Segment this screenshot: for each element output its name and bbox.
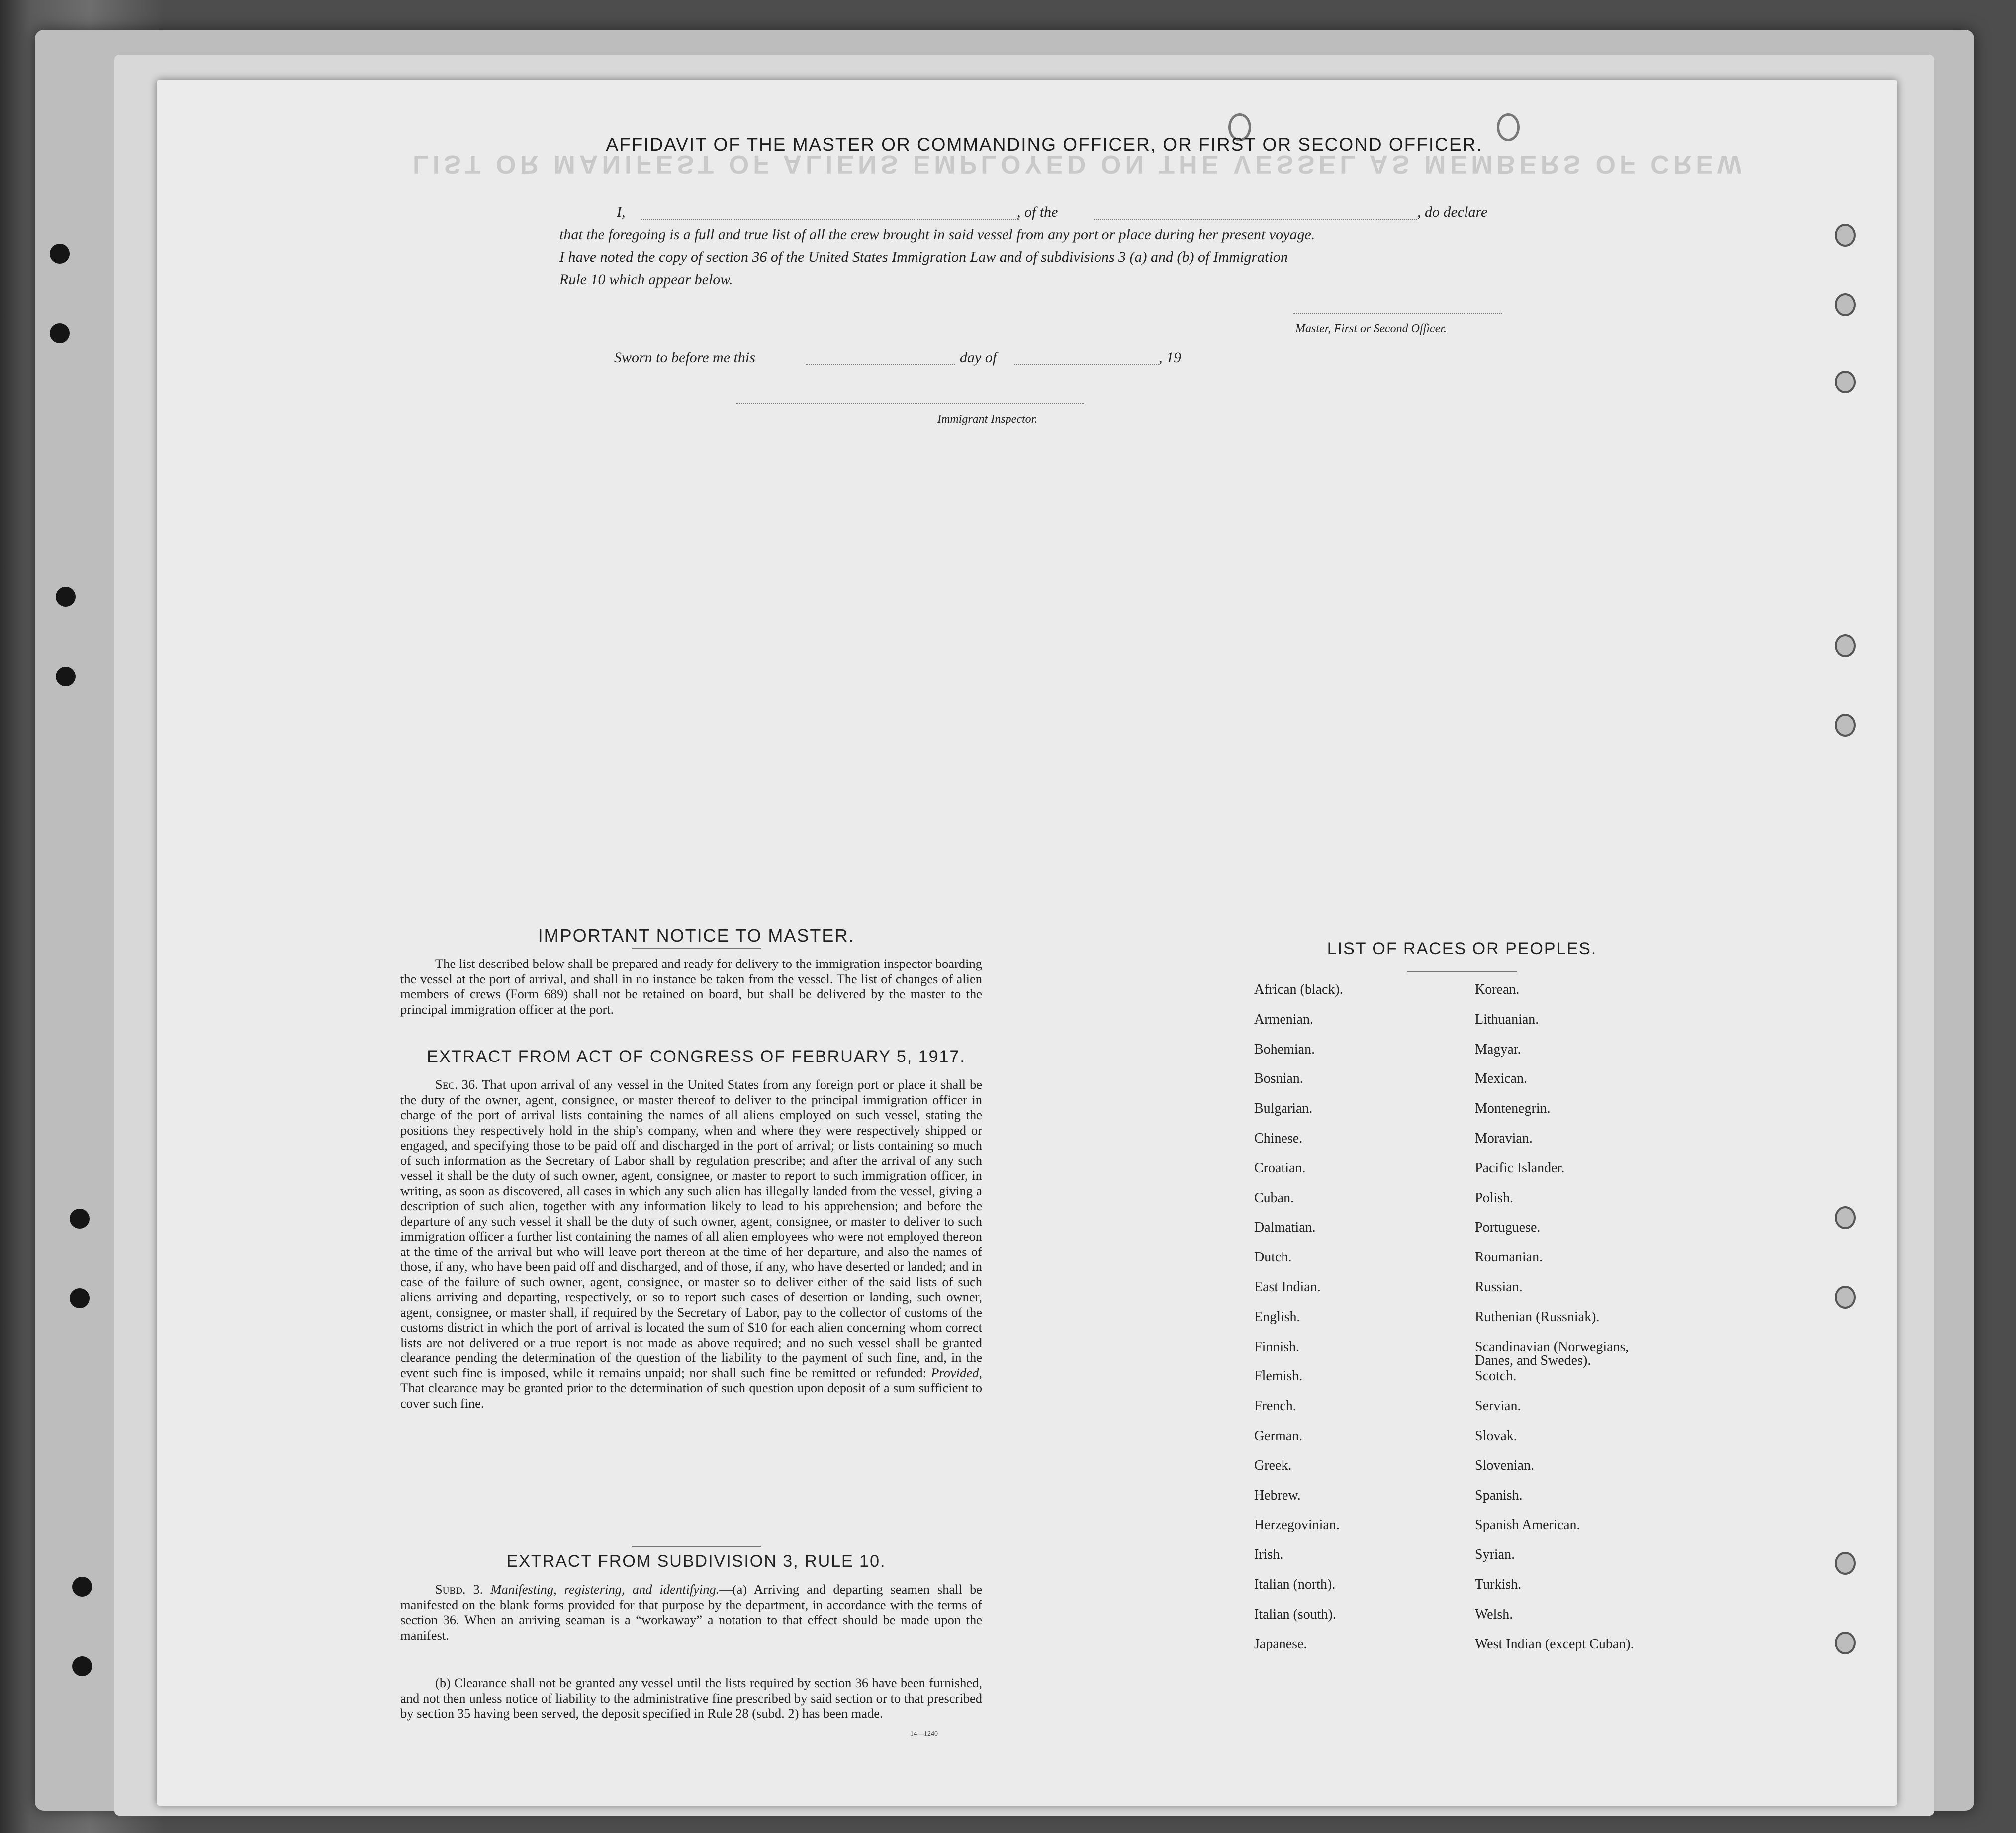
- race-item: Irish.: [1254, 1547, 1283, 1563]
- race-item: Syrian.: [1475, 1547, 1515, 1563]
- affidavit-i: I,: [617, 204, 626, 220]
- notice-text: The list described below shall be prepared and ready for delivery to the immigration inspector boarding the vessel at the port of arrival, and shall in no instance be taken from the vessel. The list of changes of alien members of crews (Form 689) shall not be retained on board, but shall be delivered by the master to the principal immigration officer at the port.: [400, 956, 982, 1017]
- race-item: West Indian (except Cuban).: [1475, 1636, 1634, 1652]
- race-item: Slovenian.: [1475, 1457, 1534, 1473]
- punch-hole: [1835, 1632, 1856, 1654]
- punch-hole: [1835, 1206, 1856, 1229]
- race-item: Bulgarian.: [1254, 1101, 1313, 1117]
- vessel-blank[interactable]: [1094, 219, 1417, 220]
- name-blank[interactable]: [641, 219, 1019, 220]
- race-item: Servian.: [1475, 1398, 1521, 1414]
- race-item: German.: [1254, 1428, 1303, 1444]
- race-item: Flemish.: [1254, 1368, 1303, 1384]
- race-item: Hebrew.: [1254, 1487, 1301, 1503]
- race-item: Chinese.: [1254, 1131, 1303, 1146]
- race-item: Moravian.: [1475, 1131, 1533, 1146]
- race-item: Croatian.: [1254, 1160, 1306, 1176]
- section-36-text: [400, 1077, 982, 1411]
- race-item: Slovak.: [1475, 1428, 1517, 1444]
- race-item: French.: [1254, 1398, 1296, 1414]
- affidavit-title: AFFIDAVIT OF THE MASTER OR COMMANDING OFFICER, OR FIRST OR SECOND OFFICER.: [606, 134, 1483, 155]
- race-item: Pacific Islander.: [1475, 1160, 1565, 1176]
- punch-hole: [1835, 1286, 1856, 1309]
- race-item: Dalmatian.: [1254, 1220, 1316, 1236]
- races-title: LIST OF RACES OR PEOPLES.: [1327, 939, 1597, 958]
- race-item: Cuban.: [1254, 1190, 1294, 1206]
- race-item: Roumanian.: [1475, 1250, 1543, 1265]
- punch-hole: [1835, 714, 1856, 737]
- binder-hole: [50, 323, 70, 343]
- punch-hole: [1835, 293, 1856, 316]
- race-item: Turkish.: [1475, 1577, 1522, 1592]
- affidavit-line-2: that the foregoing is a full and true list of all the crew brought in said vessel from any port or place during her present voyage.: [559, 226, 1315, 243]
- section-36-body: That upon arrival of any vessel in the United States from any foreign port or place it shall be the duty of the owner, agent, consignee, or master thereof to deliver to the principal immigration officer in charge of the port of arrival lists containing the names of all aliens employed on such vessel, stating the positions they respectively hold in the ship's company, when and where they were respectively shipped or engaged, and specifying those to be paid off and discharged in the port of arrival; or lists containing so much of such information as the Secretary of Labor shall by regulation prescribe; and after the arrival of any such vessel it shall be the duty of such owner, agent, consignee, or master to report to such immigration officer, in writing, as soon as discovered, all cases in which any such alien has illegally landed from the vessel, giving a description of such alien, together with any information likely to lead to his apprehension; and before the departure of any such vessel it shall be the duty of such owner, agent, consignee, or master to deliver to such immigration officer a further list containing the names of all alien employees who were not employed thereon at the time of the arrival but who will leave port thereon at the time of her departure, and also the names of those, if any, who have been paid off and discharged, and of those, if any, who have deserted or landed; and in case of the failure of such owner, agent, consignee, or master so to deliver either of the said lists of such aliens arriving and departing, respectively, or so to report such cases of desertion or landing, such owner, agent, consignee, or master shall, if required by the Secretary of Labor, pay to the collector of customs of the customs district in which the port of arrival is located the sum of $10 for each alien concerning whom correct lists are not delivered or a true report is not made as above required; and no such vessel shall be granted clearance pending the determination of the question of the liability to the payment of such fine, and, in the event such fine is imposed, while it remains unpaid; nor shall such fine be remitted or refunded:: [400, 1077, 982, 1380]
- inspector-label: Immigrant Inspector.: [937, 413, 1038, 426]
- section-label: Sec. 36.: [435, 1077, 478, 1092]
- race-item: Herzegovinian.: [1254, 1517, 1340, 1533]
- subd-label: Subd. 3.: [435, 1582, 483, 1597]
- divider: [632, 948, 761, 949]
- binder-hole: [56, 587, 76, 607]
- binder-hole: [72, 1577, 92, 1597]
- subdivision-a-text: [400, 1582, 982, 1642]
- binder-hole: [70, 1209, 90, 1229]
- race-item: Italian (south).: [1254, 1606, 1336, 1622]
- extract-rule-title: EXTRACT FROM SUBDIVISION 3, RULE 10.: [506, 1552, 886, 1571]
- binder-hole: [50, 244, 70, 264]
- race-item: Welsh.: [1475, 1606, 1513, 1622]
- sworn-year: , 19: [1159, 349, 1181, 366]
- race-item: Greek.: [1254, 1457, 1292, 1473]
- race-item: Korean.: [1475, 982, 1520, 997]
- race-item: Russian.: [1475, 1279, 1523, 1295]
- race-item: Portuguese.: [1475, 1220, 1541, 1236]
- sworn-month-blank[interactable]: [1014, 364, 1159, 365]
- subd-a-body: —(a) Arriving and departing seamen shall be manifested on the blank forms provided for that purpose by the department, in accordance with the terms of section 36. When an arriving seaman is a “workaway” a notation to that effect should be made upon the manifest.: [400, 1582, 982, 1642]
- race-item: Lithuanian.: [1475, 1011, 1539, 1027]
- race-item: Scotch.: [1475, 1368, 1517, 1384]
- race-item: Japanese.: [1254, 1636, 1307, 1652]
- race-item: African (black).: [1254, 982, 1343, 997]
- form-number: 14—1240: [910, 1730, 938, 1737]
- race-item: Montenegrin.: [1475, 1101, 1551, 1117]
- signature-blank[interactable]: [1293, 313, 1502, 314]
- provided-label: Provided,: [931, 1365, 982, 1380]
- binder-hole: [70, 1288, 90, 1308]
- subd-heading: Manifesting, registering, and identifying.: [490, 1582, 720, 1597]
- race-item: Spanish.: [1475, 1487, 1523, 1503]
- extract-act-title: EXTRACT FROM ACT OF CONGRESS OF FEBRUARY 5, 1917.: [427, 1047, 966, 1066]
- race-item: Dutch.: [1254, 1250, 1292, 1265]
- race-item: Ruthenian (Russniak).: [1475, 1309, 1600, 1325]
- sworn-prefix: Sworn to before me this: [614, 349, 755, 366]
- race-item: Polish.: [1475, 1190, 1514, 1206]
- punch-hole: [1835, 1552, 1856, 1575]
- binder-hole: [72, 1656, 92, 1676]
- race-item: Bohemian.: [1254, 1041, 1315, 1057]
- divider: [1407, 971, 1517, 972]
- punch-hole: [1835, 634, 1856, 657]
- punch-hole: [1835, 224, 1856, 247]
- signature-label: Master, First or Second Officer.: [1295, 322, 1447, 335]
- inspector-blank[interactable]: [736, 403, 1084, 404]
- race-item: Finnish.: [1254, 1339, 1300, 1354]
- race-item: Mexican.: [1475, 1071, 1527, 1087]
- subdivision-b-text: (b) Clearance shall not be granted any vessel until the lists required by section 36 have been furnished, and not then unless notice of liability to the administrative fine prescribed by said section or to that prescribed by section 35 having been served, the deposit specified in Rule 28 (subd. 2) has been made.: [400, 1675, 982, 1721]
- race-item: East Indian.: [1254, 1279, 1321, 1295]
- punch-hole: [1835, 371, 1856, 393]
- affidavit-line-3: I have noted the copy of section 36 of the United States Immigration Law and of subdivisions 3 (a) and (b) of Immigration: [559, 249, 1288, 265]
- bleed-through-text: LIST OR MANIFEST OF ALIENS EMPLOYED ON THE VESSEL AS MEMBERS OF CREW: [413, 150, 1745, 179]
- race-item: Magyar.: [1475, 1041, 1521, 1057]
- divider: [632, 1546, 761, 1547]
- race-item: Italian (north).: [1254, 1577, 1336, 1592]
- sworn-day-of: day of: [960, 349, 997, 366]
- sworn-day-blank[interactable]: [806, 364, 955, 365]
- race-item: Bosnian.: [1254, 1071, 1303, 1087]
- binder-hole: [56, 667, 76, 686]
- race-item: Spanish American.: [1475, 1517, 1580, 1533]
- affidavit-line-4: Rule 10 which appear below.: [559, 271, 733, 288]
- race-item: Armenian.: [1254, 1011, 1313, 1027]
- race-item: Scandinavian (Norwegians, Danes, and Swedes).: [1475, 1339, 1629, 1368]
- affidavit-of-the: , of the: [1017, 204, 1058, 220]
- affidavit-declare: , do declare: [1417, 204, 1488, 220]
- race-item: English.: [1254, 1309, 1300, 1325]
- notice-title: IMPORTANT NOTICE TO MASTER.: [538, 925, 855, 946]
- provided-text: That clearance may be granted prior to the determination of such question upon deposit of a sum sufficient to cover such fine.: [400, 1380, 982, 1411]
